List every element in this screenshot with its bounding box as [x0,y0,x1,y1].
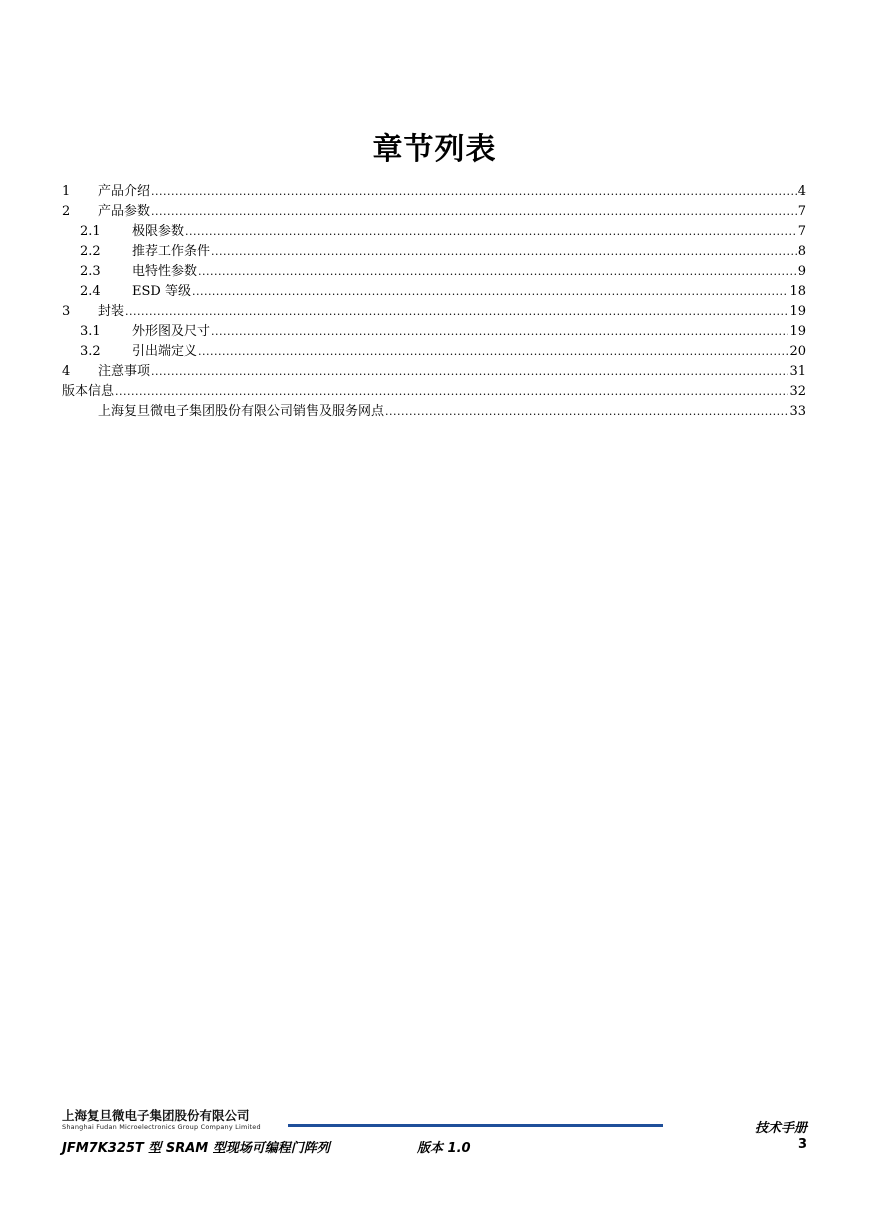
toc-entry-2-3[interactable] [62,262,806,282]
footer-version: 版本 1.0 [417,1141,471,1156]
footer-company-name-en: Shanghai Fudan Microelectronics Group Company Limited [62,1123,261,1131]
toc-dot-leader [211,242,797,262]
toc-entry-page: 19 [789,304,806,319]
toc-entry-number: 3.2 [80,344,101,359]
toc-entry-title: 引出端定义 [132,344,198,359]
toc-entry-version-info[interactable] [62,382,806,402]
toc-entry-number: 4 [62,364,71,379]
toc-entry-page: 7 [797,204,806,219]
toc-entry-number: 2.2 [80,244,101,259]
toc-entry-title: 推荐工作条件 [132,244,211,259]
toc-entry-page: 18 [789,284,806,299]
footer-document-type: 技术手册 [754,1121,807,1136]
table-of-contents [62,182,806,422]
toc-entry-page: 4 [797,184,806,199]
toc-entry-page: 31 [789,364,806,379]
toc-entry-number: 3.1 [80,324,101,339]
toc-entry-3-2[interactable] [62,342,806,362]
page-title: 章节列表 [372,132,497,167]
toc-entry-sales-offices[interactable] [62,402,806,422]
toc-entry-2-2[interactable] [62,242,806,262]
toc-entry-title: 产品介绍 [98,184,151,199]
toc-entry-3-1[interactable] [62,322,806,342]
toc-dot-leader [385,402,788,422]
footer-product-name: JFM7K325T 型 SRAM 型现场可编程门阵列 [62,1141,330,1156]
toc-dot-leader [151,182,797,202]
toc-entry-title: 电特性参数 [132,264,198,279]
toc-entry-page: 7 [797,224,806,239]
footer-divider-bar [288,1124,663,1127]
toc-entry-3[interactable] [62,302,806,322]
toc-dot-leader [192,282,789,302]
toc-entry-number: 2 [62,204,71,219]
toc-entry-number: 2.4 [80,284,101,299]
toc-entry-page: 33 [789,404,806,419]
toc-dot-leader [198,262,797,282]
toc-entry-2[interactable] [62,202,806,222]
toc-entry-title: ESD 等级 [132,284,191,299]
toc-entry-number: 3 [62,304,71,319]
toc-entry-number: 1 [62,184,71,199]
toc-entry-title: 上海复旦微电子集团股份有限公司销售及服务网点 [98,404,385,419]
toc-entry-title: 封装 [98,304,125,319]
toc-entry-2-4[interactable] [62,282,806,302]
toc-entry-title: 注意事项 [98,364,151,379]
footer-page-number: 3 [797,1137,807,1152]
toc-dot-leader [151,202,797,222]
toc-dot-leader [125,302,788,322]
toc-dot-leader [211,322,788,342]
toc-dot-leader [151,362,788,382]
toc-entry-2-1[interactable] [62,222,806,242]
toc-entry-1[interactable] [62,182,806,202]
toc-dot-leader [115,382,788,402]
toc-entry-number: 2.1 [80,224,101,239]
toc-dot-leader [185,222,797,242]
toc-entry-title: 外形图及尺寸 [132,324,211,339]
toc-entry-page: 9 [797,264,806,279]
footer-company-name-cn: 上海复旦微电子集团股份有限公司 [62,1108,250,1123]
toc-entry-title: 极限参数 [132,224,185,239]
toc-entry-title: 产品参数 [98,204,151,219]
toc-entry-4[interactable] [62,362,806,382]
toc-entry-page: 20 [789,344,806,359]
toc-entry-page: 32 [789,384,806,399]
toc-dot-leader [198,342,788,362]
toc-entry-number: 2.3 [80,264,101,279]
toc-entry-title: 版本信息 [62,384,115,399]
toc-entry-page: 8 [797,244,806,259]
toc-entry-page: 19 [789,324,806,339]
